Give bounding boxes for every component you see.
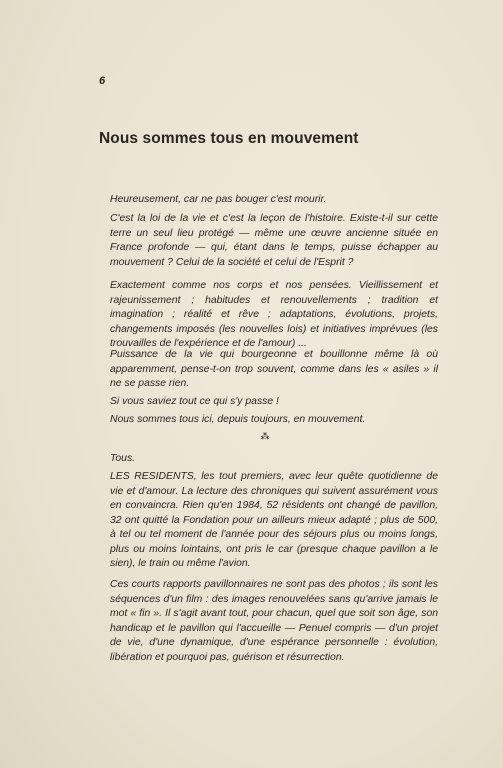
paragraph-3: Exactement comme nos corps et nos pensées. Vieillissement et rajeunissement ; habitudes et renouvellements ; tradition et imagination ; réalité et rêve ; adaptations, évolutions, projets, changements imposés (les nouvelles lois) et initiatives imprévues (les trouvailles de l'expérience et de l'amour) ... (110, 280, 438, 349)
paragraph-8: LES RESIDENTS, les tout premiers, avec leur quête quotidienne de vie et d'amour. La lecture des chroniques qui suivent assurément vous en convaincra. Rien qu'en 1984, 52 résidents ont changé de pavillon, 32 ont quitté la Fondation pour un ailleurs mieux adapté ; plus de 500, à tel ou tel moment de l'année pour des séjours plus ou moins longs, plus ou moins lointains, ont pris le car (presque chaque pavillon a le sien), le train ou même l'avion. (110, 471, 438, 569)
paragraph-4: Puissance de la vie qui bourgeonne et bouillonne même là où apparemment, pense-t-on trop souvent, comme dans les « asiles » il ne se passe rien. (110, 349, 438, 389)
paragraph-5: Si vous saviez tout ce qui s'y passe ! (110, 396, 279, 407)
page-title: Nous sommes tous en mouvement (99, 130, 359, 147)
paragraph-7: Tous. (110, 453, 136, 464)
paragraph-1: Heureusement, car ne pas bouger c'est mourir. (110, 194, 327, 205)
paragraph-9: Ces courts rapports pavillonnaires ne sont pas des photos ; ils sont les séquences d'un film : des images renouvelées sans qu'arrive jamais le mot « fin ». Il s'agit avant tout, pour chacun, quel que soit son âge, son handicap et le pavillon qui l'accueille — Penuel compris — d'un projet de vie, d'une dynamique, d'une espérance personnelle : évolution, libération et pourquoi pas, guérison et résurrection. (110, 579, 438, 663)
section-separator: ⁂ (260, 431, 270, 441)
paragraph-2: C'est la loi de la vie et c'est la leçon de l'histoire. Existe-t-il sur cette terre un seul lieu protégé — même une œuvre ancienne située en France profonde — qui, étant dans le temps, puisse échapper au mouvement ? Celui de la société et celui de l'Esprit ? (110, 213, 438, 268)
paragraph-6: Nous sommes tous ici, depuis toujours, en mouvement. (110, 414, 366, 425)
page-number: 6 (99, 75, 106, 87)
